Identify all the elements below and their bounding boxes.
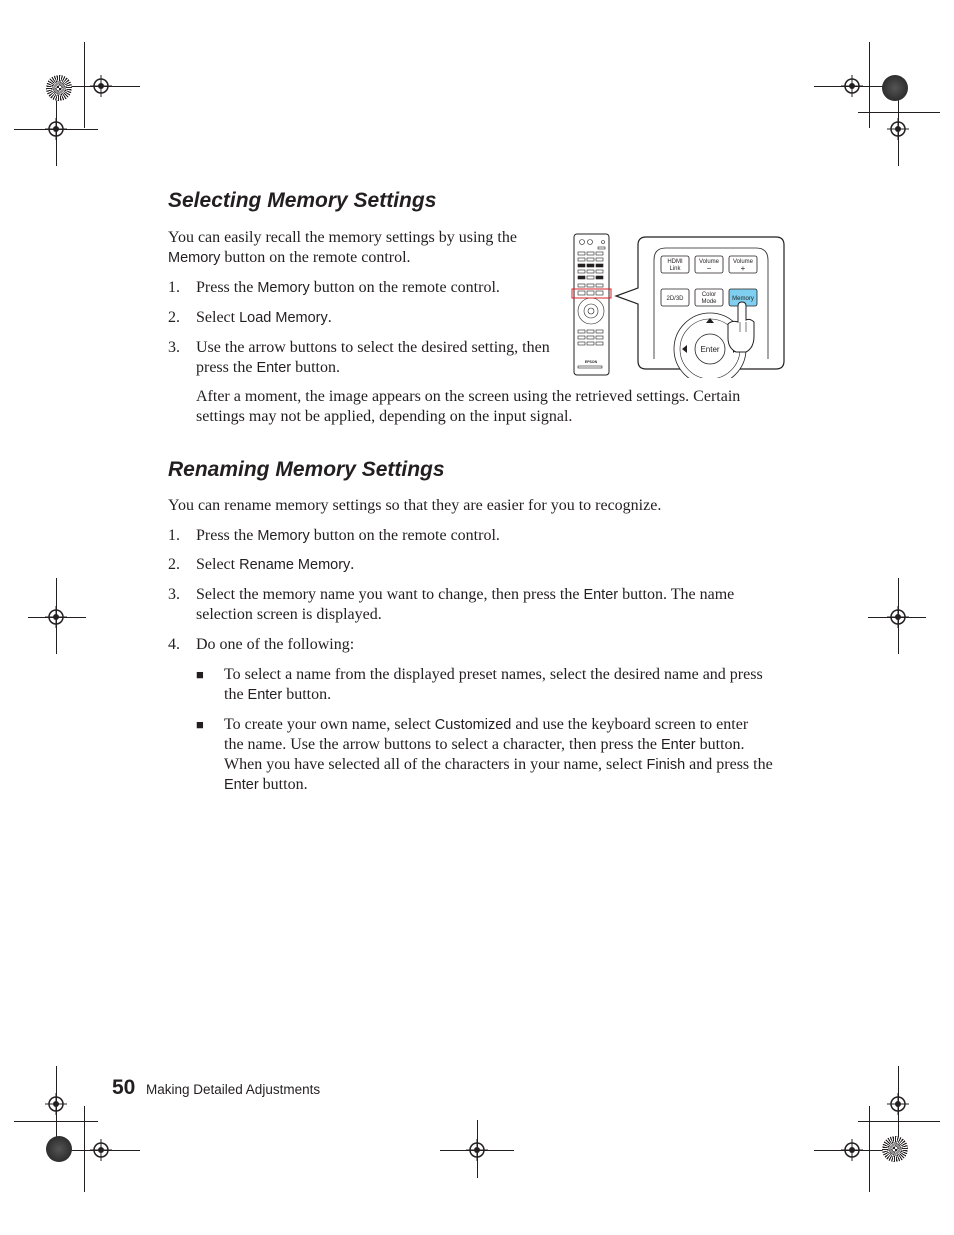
registration-mark-icon xyxy=(887,606,909,628)
heading-renaming-memory: Renaming Memory Settings xyxy=(168,458,445,481)
memory-button-ref: Memory xyxy=(257,280,310,296)
step-1: Press the Memory button on the remote control. xyxy=(196,279,500,296)
enter-button-ref: Enter xyxy=(247,687,283,703)
rename-memory-ref: Rename Memory xyxy=(239,557,351,573)
color-label: Color xyxy=(701,292,717,298)
starburst-icon xyxy=(882,75,908,101)
registration-mark-icon xyxy=(887,118,909,140)
mode-label: Mode xyxy=(701,299,717,305)
heading-selecting-memory: Selecting Memory Settings xyxy=(168,189,437,212)
registration-mark-icon xyxy=(45,606,67,628)
registration-mark-icon xyxy=(90,75,112,97)
hdmi-label: HDMI xyxy=(667,259,683,265)
step-1: Press the Memory button on the remote control. xyxy=(196,527,500,544)
intro-paragraph-2: You can rename memory settings so that they are easier for you to recognize. xyxy=(168,497,662,514)
step-2: Select Load Memory. xyxy=(196,309,332,326)
enter-label: Enter xyxy=(700,345,720,354)
plus-label: + xyxy=(740,264,746,273)
volume-label: Volume xyxy=(698,259,720,265)
starburst-icon xyxy=(882,1136,908,1162)
step-number: 3. xyxy=(168,586,180,603)
step-4: Do one of the following: xyxy=(196,636,355,653)
step-number: 2. xyxy=(168,556,180,573)
step-number: 3. xyxy=(168,339,180,356)
minus-label: − xyxy=(706,264,712,273)
bullet-icon: ■ xyxy=(196,717,204,732)
step-number: 1. xyxy=(168,279,180,296)
starburst-icon xyxy=(46,1136,72,1162)
step-2: Select Rename Memory. xyxy=(196,556,355,573)
bullet-2: To create your own name, select Customized and use the keyboard screen to enter the name. Use the arrow buttons to select a character, then press the Enter button. When you have selected all of the characters in your name, select Finish and press the Enter button. xyxy=(224,716,773,793)
step-number: 4. xyxy=(168,636,180,653)
bullet-1: To select a name from the displayed preset names, select the desired name and press the Enter button. xyxy=(224,666,763,703)
customized-ref: Customized xyxy=(434,717,512,733)
enter-button-ref: Enter xyxy=(660,737,696,753)
registration-mark-icon xyxy=(90,1139,112,1161)
page-number: 50 xyxy=(112,1076,136,1099)
page-footer-title: Making Detailed Adjustments xyxy=(146,1082,321,1097)
memory-button-ref: Memory xyxy=(257,528,310,544)
registration-mark-icon xyxy=(466,1139,488,1161)
bullet-icon: ■ xyxy=(196,667,204,682)
brand-label: EPSON xyxy=(584,360,598,364)
remote-control-figure xyxy=(570,232,788,378)
intro-text: You can easily recall the memory settings by using the xyxy=(168,229,517,246)
volume-label: Volume xyxy=(732,259,754,265)
starburst-icon xyxy=(46,75,72,101)
enter-button-ref: Enter xyxy=(583,587,619,603)
enter-button-ref: Enter xyxy=(256,360,292,376)
step-number: 2. xyxy=(168,309,180,326)
after-paragraph: After a moment, the image appears on the screen using the retrieved settings. Certain settings may not be applied, depending on the input signal. xyxy=(196,388,741,425)
load-memory-ref: Load Memory xyxy=(239,310,328,326)
enter-button-ref: Enter xyxy=(224,777,259,793)
intro-text-post: button on the remote control. xyxy=(224,249,411,266)
intro-paragraph xyxy=(168,228,517,268)
registration-mark-icon xyxy=(45,118,67,140)
step-number: 1. xyxy=(168,527,180,544)
registration-mark-icon xyxy=(841,75,863,97)
finish-ref: Finish xyxy=(646,757,686,773)
2d3d-label: 2D/3D xyxy=(666,296,684,302)
memory-label: Memory xyxy=(732,296,754,302)
step-3: Use the arrow buttons to select the desired setting, then press the Enter button. xyxy=(196,339,550,376)
registration-mark-icon xyxy=(841,1139,863,1161)
step-3: Select the memory name you want to change, then press the Enter button. The name selection screen is displayed. xyxy=(196,586,735,623)
registration-mark-icon xyxy=(887,1093,909,1115)
registration-mark-icon xyxy=(45,1093,67,1115)
link-label: Link xyxy=(669,266,681,272)
memory-button-ref: Memory xyxy=(168,250,221,266)
